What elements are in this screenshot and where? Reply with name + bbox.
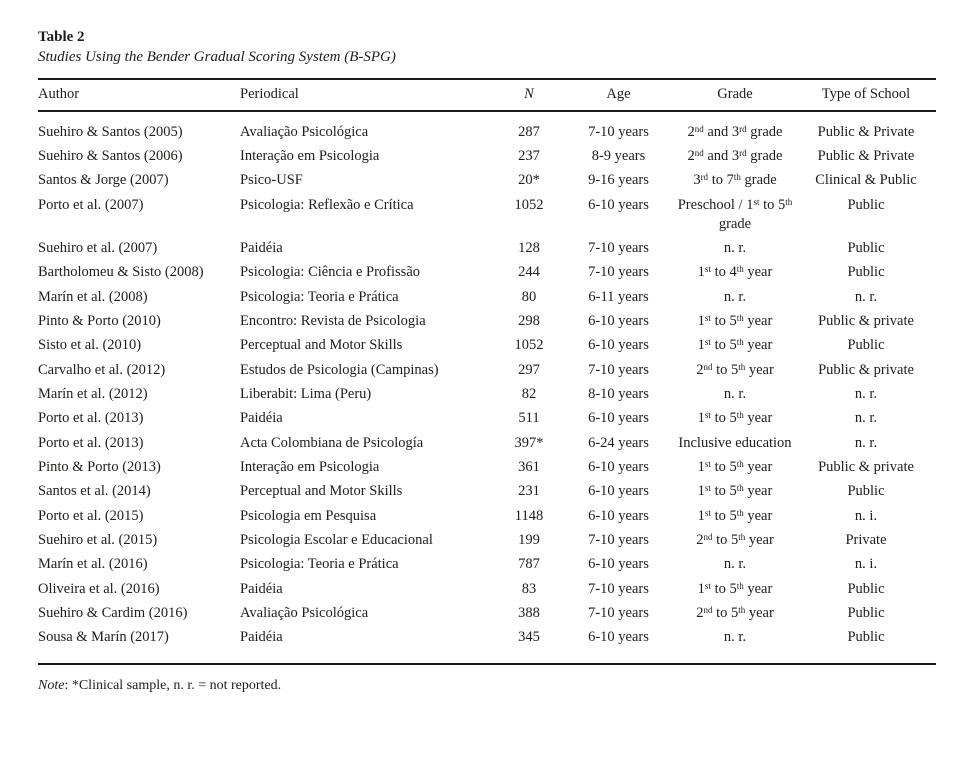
cell-grade: n. r. xyxy=(723,556,747,573)
cell-n: 244 xyxy=(518,264,540,281)
cell-school: n. r. xyxy=(854,386,878,402)
cell-school: Public xyxy=(847,196,885,213)
cell-school: Public & Private xyxy=(817,123,915,140)
cell-age: 9-16 years xyxy=(588,172,649,189)
cell-n: 1052 xyxy=(514,196,544,213)
cell-school: Clinical & Public xyxy=(815,172,917,189)
cell-author: Porto et al. (2007) xyxy=(38,196,144,213)
cell-author: Oliveira et al. (2016) xyxy=(38,580,160,597)
table-row xyxy=(38,285,936,309)
cell-n: 237 xyxy=(518,148,540,165)
cell-periodical: Perceptual and Motor Skills xyxy=(240,483,403,500)
cell-periodical: Encontro: Revista de Psicologia xyxy=(240,313,426,330)
cell-periodical: Paidéia xyxy=(240,580,283,597)
cell-periodical: Paidéia xyxy=(240,629,283,646)
cell-grade: 2nd to 5th year xyxy=(696,531,774,548)
column-header-school: Type of School xyxy=(796,79,936,111)
cell-author: Porto et al. (2013) xyxy=(38,410,144,427)
cell-age: 6-10 years xyxy=(588,556,649,573)
cell-age: 6-10 years xyxy=(588,458,649,475)
table-row xyxy=(38,261,936,285)
table-row xyxy=(38,601,936,625)
cell-grade: 2nd to 5th year xyxy=(696,361,774,378)
cell-grade: n. r. xyxy=(723,240,747,257)
cell-periodical: Acta Colombiana de Psicología xyxy=(240,434,424,451)
cell-n: 231 xyxy=(518,483,540,500)
cell-periodical: Psicologia: Reflexão e Crítica xyxy=(240,196,414,213)
cell-n: 1052 xyxy=(514,337,544,354)
cell-n: 80 xyxy=(521,288,537,305)
table-row xyxy=(38,334,936,358)
cell-periodical: Perceptual and Motor Skills xyxy=(240,337,403,354)
cell-grade: 2nd to 5th year xyxy=(696,604,774,621)
column-header-age: Age xyxy=(563,79,674,111)
table-row xyxy=(38,111,936,145)
cell-age: 6-10 years xyxy=(588,313,649,330)
studies-table xyxy=(38,78,936,666)
cell-grade: n. r. xyxy=(723,386,747,402)
table-row xyxy=(38,577,936,601)
cell-n: 1148 xyxy=(514,507,544,524)
cell-school: n. i. xyxy=(854,507,878,524)
cell-age: 7-10 years xyxy=(588,240,649,257)
cell-periodical: Paidéia xyxy=(240,240,283,257)
cell-periodical: Psicologia em Pesquisa xyxy=(240,507,377,524)
column-header-n: N xyxy=(495,79,563,111)
table-row xyxy=(38,504,936,528)
cell-grade: 1st to 5th year xyxy=(697,507,773,524)
table-row xyxy=(38,455,936,479)
cell-age: 6-11 years xyxy=(588,288,649,305)
cell-author: Porto et al. (2015) xyxy=(38,507,144,524)
cell-grade: Inclusive education xyxy=(678,434,792,451)
cell-grade: 1st to 4th year xyxy=(697,264,773,281)
cell-n: 397* xyxy=(514,434,544,451)
table-title: Studies Using the Bender Gradual Scoring System (B-SPG) xyxy=(38,49,396,65)
cell-author: Bartholomeu & Sisto (2008) xyxy=(38,264,204,281)
cell-author: Marín et al. (2016) xyxy=(38,556,148,573)
table-note xyxy=(38,677,936,695)
cell-school: Public & private xyxy=(818,458,914,475)
cell-age: 6-10 years xyxy=(588,507,649,524)
cell-age: 6-24 years xyxy=(588,434,649,451)
cell-school: Public xyxy=(847,629,885,646)
table-row xyxy=(38,528,936,552)
cell-n: 361 xyxy=(518,458,540,475)
table-row xyxy=(38,193,936,236)
table-row xyxy=(38,237,936,261)
cell-age: 7-10 years xyxy=(588,604,649,621)
column-header-author: Author xyxy=(38,79,240,111)
cell-age: 6-10 years xyxy=(588,196,649,213)
column-header-grade: Grade xyxy=(674,79,796,111)
cell-periodical: Psicologia: Teoria e Prática xyxy=(240,288,399,305)
table-row xyxy=(38,169,936,193)
table-row xyxy=(38,358,936,382)
cell-n: 345 xyxy=(518,629,540,646)
cell-n: 388 xyxy=(518,604,540,621)
cell-age: 8-10 years xyxy=(588,386,649,402)
table-row xyxy=(38,382,936,406)
cell-periodical: Interação em Psicologia xyxy=(240,458,380,475)
cell-school: n. r. xyxy=(854,434,878,451)
cell-grade: 1st to 5th year xyxy=(697,483,773,500)
cell-author: Sousa & Marín (2017) xyxy=(38,629,169,646)
cell-age: 6-10 years xyxy=(588,337,649,354)
cell-author: Suehiro & Santos (2006) xyxy=(38,148,183,165)
cell-periodical: Avaliação Psicológica xyxy=(240,123,369,140)
table-row xyxy=(38,553,936,577)
cell-age: 6-10 years xyxy=(588,410,649,427)
header-row xyxy=(38,79,936,111)
cell-n: 83 xyxy=(521,580,537,597)
note-text: : *Clinical sample, n. r. = not reported. xyxy=(64,678,282,694)
cell-author: Marín et al. (2012) xyxy=(38,386,148,402)
cell-grade: 1st to 5th year xyxy=(697,410,773,427)
table-row xyxy=(38,407,936,431)
table-row xyxy=(38,309,936,333)
cell-author: Pinto & Porto (2010) xyxy=(38,313,161,330)
table-row xyxy=(38,626,936,665)
table-block xyxy=(38,28,936,695)
cell-school: Public & private xyxy=(818,361,914,378)
cell-school: Public & Private xyxy=(817,148,915,165)
cell-author: Suehiro & Cardim (2016) xyxy=(38,604,188,621)
cell-periodical: Paidéia xyxy=(240,410,283,427)
cell-grade: 1st to 5th year xyxy=(697,458,773,475)
cell-author: Sisto et al. (2010) xyxy=(38,337,142,354)
cell-author: Marín et al. (2008) xyxy=(38,288,148,305)
cell-school: n. r. xyxy=(854,410,878,427)
cell-n: 511 xyxy=(518,410,540,427)
cell-grade: 3rd to 7th grade xyxy=(693,172,777,189)
cell-n: 20* xyxy=(518,172,540,189)
cell-author: Carvalho et al. (2012) xyxy=(38,361,166,378)
cell-n: 128 xyxy=(518,240,540,257)
cell-school: Public xyxy=(847,580,885,597)
cell-periodical: Psicologia Escolar e Educacional xyxy=(240,531,433,548)
cell-school: Public xyxy=(847,264,885,281)
column-header-periodical: Periodical xyxy=(240,79,495,111)
cell-school: n. r. xyxy=(854,288,878,305)
cell-school: Public xyxy=(847,483,885,500)
cell-grade: n. r. xyxy=(723,629,747,646)
cell-grade: 1st to 5th year xyxy=(697,580,773,597)
note-label: Note xyxy=(38,678,65,694)
cell-periodical: Interação em Psicologia xyxy=(240,148,380,165)
cell-periodical: Estudos de Psicologia (Campinas) xyxy=(240,361,439,378)
cell-author: Santos & Jorge (2007) xyxy=(38,172,169,189)
cell-school: Public xyxy=(847,240,885,257)
cell-age: 7-10 years xyxy=(588,361,649,378)
cell-author: Santos et al. (2014) xyxy=(38,483,151,500)
cell-n: 82 xyxy=(521,386,537,402)
cell-author: Suehiro et al. (2015) xyxy=(38,531,158,548)
cell-school: Public xyxy=(847,337,885,354)
cell-periodical: Psicologia: Ciência e Profissão xyxy=(240,264,421,281)
cell-periodical: Psicologia: Teoria e Prática xyxy=(240,556,399,573)
cell-age: 6-10 years xyxy=(588,629,649,646)
cell-n: 297 xyxy=(518,361,540,378)
table-row xyxy=(38,431,936,455)
cell-grade: 1st to 5th year xyxy=(697,337,773,354)
cell-school: Public & private xyxy=(818,313,914,330)
cell-periodical: Avaliação Psicológica xyxy=(240,604,369,621)
table-row xyxy=(38,144,936,168)
cell-n: 298 xyxy=(518,313,540,330)
cell-periodical: Liberabit: Lima (Peru) xyxy=(240,386,372,402)
cell-age: 7-10 years xyxy=(588,531,649,548)
cell-grade: Preschool / 1st to 5th grade xyxy=(677,196,793,232)
cell-age: 7-10 years xyxy=(588,580,649,597)
cell-n: 287 xyxy=(518,123,540,140)
cell-grade: 2nd and 3rd grade xyxy=(687,123,783,140)
table-row xyxy=(38,480,936,504)
cell-periodical: Psico-USF xyxy=(240,172,303,189)
cell-author: Pinto & Porto (2013) xyxy=(38,458,161,475)
cell-grade: 1st to 5th year xyxy=(697,313,773,330)
cell-author: Suehiro & Santos (2005) xyxy=(38,123,183,140)
cell-school: n. i. xyxy=(854,556,878,573)
cell-author: Suehiro et al. (2007) xyxy=(38,240,158,257)
cell-author: Porto et al. (2013) xyxy=(38,434,144,451)
cell-age: 7-10 years xyxy=(588,123,649,140)
cell-school: Private xyxy=(845,531,887,548)
table-label: Table 2 xyxy=(38,29,85,45)
cell-age: 7-10 years xyxy=(588,264,649,281)
cell-school: Public xyxy=(847,604,885,621)
cell-grade: n. r. xyxy=(723,288,747,305)
cell-n: 787 xyxy=(518,556,540,573)
cell-age: 8-9 years xyxy=(591,148,646,165)
cell-age: 6-10 years xyxy=(588,483,649,500)
cell-grade: 2nd and 3rd grade xyxy=(687,148,783,165)
cell-n: 199 xyxy=(518,531,540,548)
